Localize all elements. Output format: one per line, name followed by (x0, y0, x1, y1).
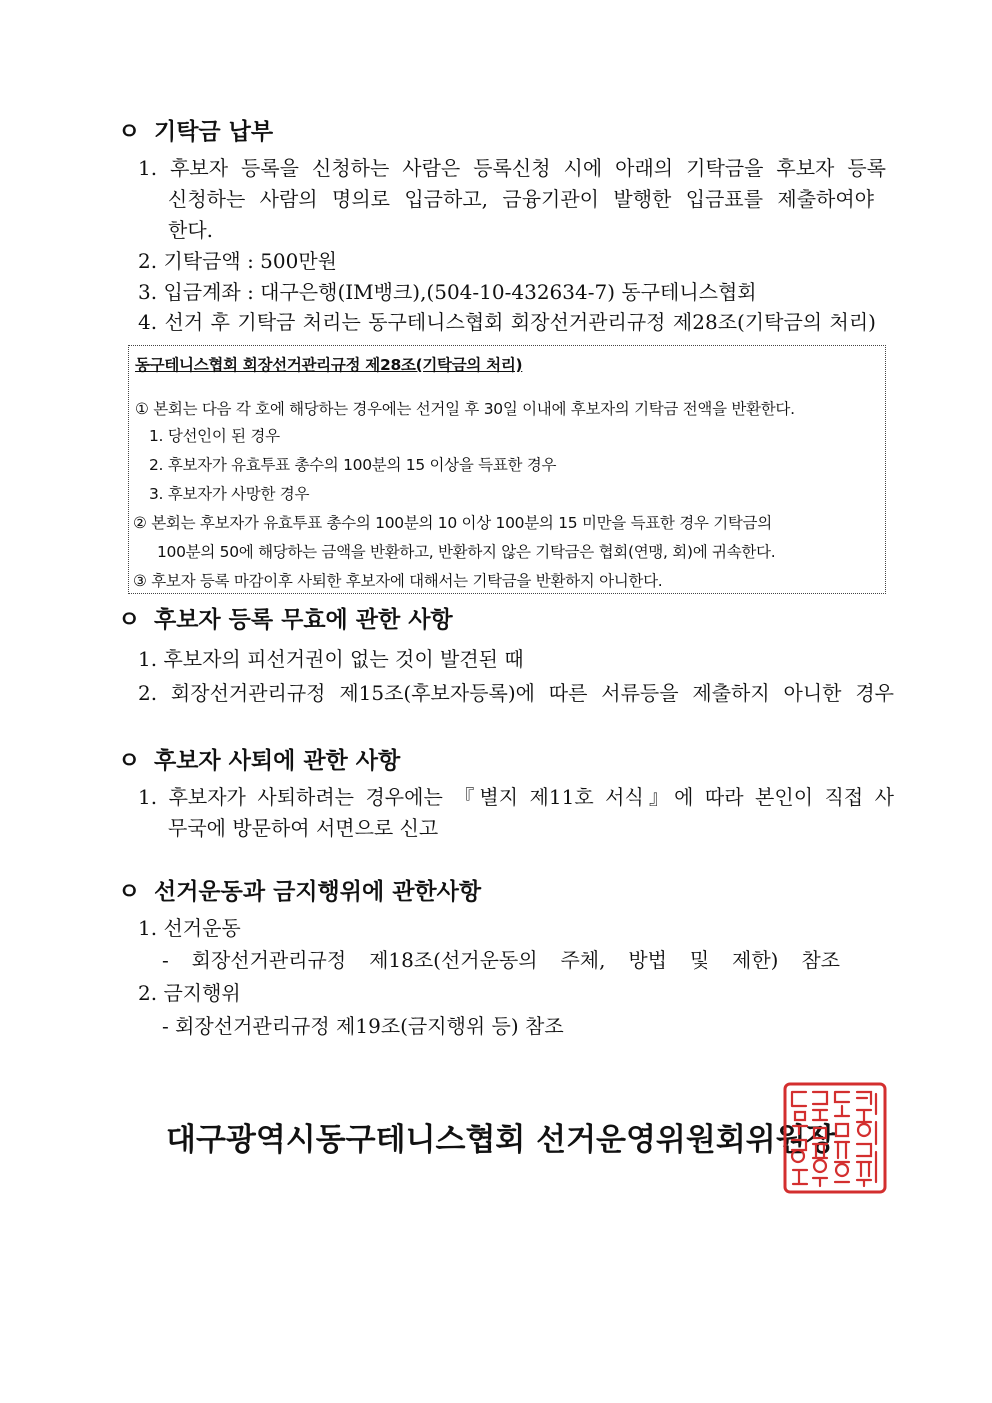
campaign-item-2: 2. 금지행위 (138, 981, 241, 1005)
section-title: 후보자 사퇴에 관한 사항 (154, 748, 401, 774)
invalid-item-1: 1. 후보자의 피선거권이 없는 것이 발견된 때 (138, 647, 524, 671)
section-bullet: ㅇ (118, 748, 141, 774)
campaign-item-1: 1. 선거운동 (138, 916, 241, 940)
rule-paragraph-1-item-2: 2. 후보자가 유효투표 총수의 100분의 15 이상을 득표한 경우 (149, 456, 557, 474)
withdraw-item-1-line-2: 무국에 방문하여 서면으로 신고 (168, 816, 439, 840)
rule-paragraph-3: ③ 후보자 등록 마감이후 사퇴한 후보자에 대해서는 기탁금을 반환하지 아니한다. (133, 572, 663, 590)
section-heading-deposit (118, 117, 273, 147)
campaign-item-1-sub: - 회장선거관리규정 제18조(선거운동의 주체, 방법 및 제한) 참조 (162, 948, 840, 972)
deposit-item-1-line-1: 1. 후보자 등록을 신청하는 사람은 등록신청 시에 아래의 기탁금을 후보자 등록 (138, 156, 886, 180)
rule-paragraph-2-line-1: ② 본회는 후보자가 유효투표 총수의 100분의 10 이상 100분의 15 미만을 득표한 경우 기탁금의 (133, 514, 772, 532)
section-title: 기탁금 납부 (154, 119, 274, 145)
official-seal-icon (783, 1082, 887, 1194)
deposit-item-2: 2. 기탁금액 : 500만원 (138, 249, 337, 273)
invalid-item-2: 2. 회장선거관리규정 제15조(후보자등록)에 따른 서류등을 제출하지 아니한 경우 (138, 681, 894, 705)
deposit-item-3: 3. 입금계좌 : 대구은행(IM뱅크),(504-10-432634-7) 동구테니스협회 (138, 280, 757, 304)
section-heading-campaign (118, 877, 481, 907)
rule-paragraph-2-line-2: 100분의 50에 해당하는 금액을 반환하고, 반환하지 않은 기탁금은 협회(연맹, 회)에 귀속한다. (157, 543, 776, 561)
signature-line: 대구광역시동구테니스협회 선거운영위원회위원장 (166, 1122, 836, 1158)
rule-box-title: 동구테니스협회 회장선거관리규정 제28조(기탁금의 처리) (135, 356, 523, 374)
section-title: 후보자 등록 무효에 관한 사항 (154, 607, 453, 633)
campaign-item-2-sub: - 회장선거관리규정 제19조(금지행위 등) 참조 (162, 1014, 564, 1038)
rule-paragraph-1-item-3: 3. 후보자가 사망한 경우 (149, 485, 310, 503)
section-bullet: ㅇ (118, 607, 141, 633)
section-title: 선거운동과 금지행위에 관한사항 (154, 879, 482, 905)
section-heading-withdraw (118, 746, 400, 776)
deposit-item-4: 4. 선거 후 기탁금 처리는 동구테니스협회 회장선거관리규정 제28조(기탁금의 처리) (138, 310, 876, 334)
deposit-item-1-line-2: 신청하는 사람의 명의로 입금하고, 금융기관이 발행한 입금표를 제출하여야 (168, 187, 874, 211)
withdraw-item-1-line-1: 1. 후보자가 사퇴하려는 경우에는 『별지 제11호 서식』에 따라 본인이 직접 사 (138, 785, 894, 809)
deposit-item-1-line-3: 한다. (168, 218, 213, 242)
rule-paragraph-1: ① 본회는 다음 각 호에 해당하는 경우에는 선거일 후 30일 이내에 후보자의 기탁금 전액을 반환한다. (135, 400, 795, 418)
section-heading-invalid (118, 605, 453, 635)
section-bullet: ㅇ (118, 879, 141, 905)
section-bullet: ㅇ (118, 119, 141, 145)
rule-box (128, 345, 886, 594)
rule-paragraph-1-item-1: 1. 당선인이 된 경우 (149, 427, 280, 445)
